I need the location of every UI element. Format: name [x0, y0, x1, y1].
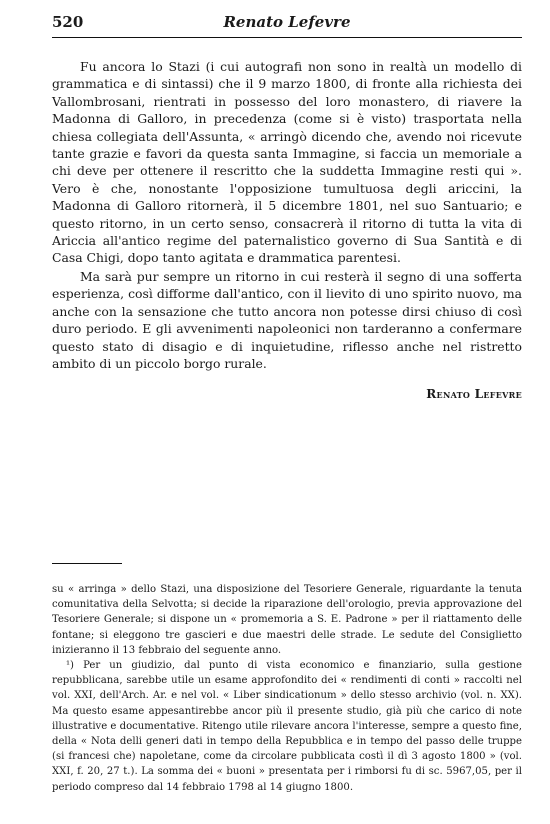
- main-text: [52, 58, 522, 372]
- running-head: Renato Lefevre: [223, 13, 351, 31]
- body-paragraph: Ma sarà pur sempre un ritorno in cui resterà il segno di una sofferta esperienza, così difforme dall'antico, con il lievito di uno spirito nuovo, ma anche con la sensazione che tutto ancora non potesse dirsi chiuso di così duro periodo. E gli avvenimenti napoleonici non tarderanno a confermare questo stato di disagio e di inquietudine, riflesso anche nel ristretto ambito di un piccolo borgo rurale.: [52, 268, 522, 371]
- header-rule: [52, 37, 522, 38]
- page-number: 520: [52, 13, 84, 31]
- page-header: [52, 13, 522, 35]
- footnote-1: ¹) Per un giudizio, dal punto di vista economico e finanziario, sulla gestione repubblicana, sarebbe utile un esame approfondito dei « rendimenti di conti » raccolti nel vol. XXI, dell'Arch. Ar. e nel vol. « Liber sindicationum » dello stesso archivio (vol. n. XX). Ma questo esame appesantirebbe ancor più il presente studio, già più che carico di note illustrative e documentative. Ritengo utile rilevare ancora l'interesse, sempre a questo fine, della « Nota delli generi dati in tempo della Repubblica e in tempo del passo delle truppe (si francesi che) napoletane, come da circolare pubblicata costì il dì 3 agosto 1800 » (vol. XXI, f. 20, 27 t.). La somma dei « buoni » presentata per i rimborsi fu di sc. 5967,05, per il periodo compreso dal 14 febbraio 1798 al 14 giugno 1800.: [52, 660, 522, 793]
- author-signature: Renato Lefevre: [426, 387, 522, 401]
- footnotes: [52, 582, 522, 795]
- footnote-rule: [52, 563, 122, 564]
- footnote-continuation: su « arringa » dello Stazi, una disposizione del Tesoriere Generale, riguardante la tenuta comunitativa della Selvotta; si decide la riparazione dell'orologio, previa approvazione del Tesoriere Generale; si dispone un « promemoria a S. E. Padrone » per il riattamento delle fontane; si eleggono tre gascieri e due maestri delle strade. Le sedute del Consiglietto inizieranno il 13 febbraio del seguente anno.: [52, 584, 522, 656]
- body-paragraph: Fu ancora lo Stazi (i cui autografi non sono in realtà un modello di grammatica e di sintassi) che il 9 marzo 1800, di fronte alla richiesta dei Vallombrosani, rientrati in possesso del loro monastero, di riavere la Madonna di Galloro, in precedenza (come si è visto) trasportata nella chiesa collegiata dell'Assunta, « arringò dicendo che, avendo noi ricevute tante grazie e favori da questa santa Immagine, si faccia un memoriale a chi deve per ottenere il rescritto che la suddetta Immagine resti qui ». Vero è che, nonostante l'opposizione tumultuosa degli ariccini, la Madonna di Galloro ritornerà, il 5 dicembre 1801, nel suo Santuario; e questo ritorno, in un certo senso, consacrerà il ritorno di tutta la vita di Ariccia all'antico regime del paternalistico governo di Sua Santità e di Casa Chigi, dopo tanto agitata e drammatica parentesi.: [52, 59, 522, 266]
